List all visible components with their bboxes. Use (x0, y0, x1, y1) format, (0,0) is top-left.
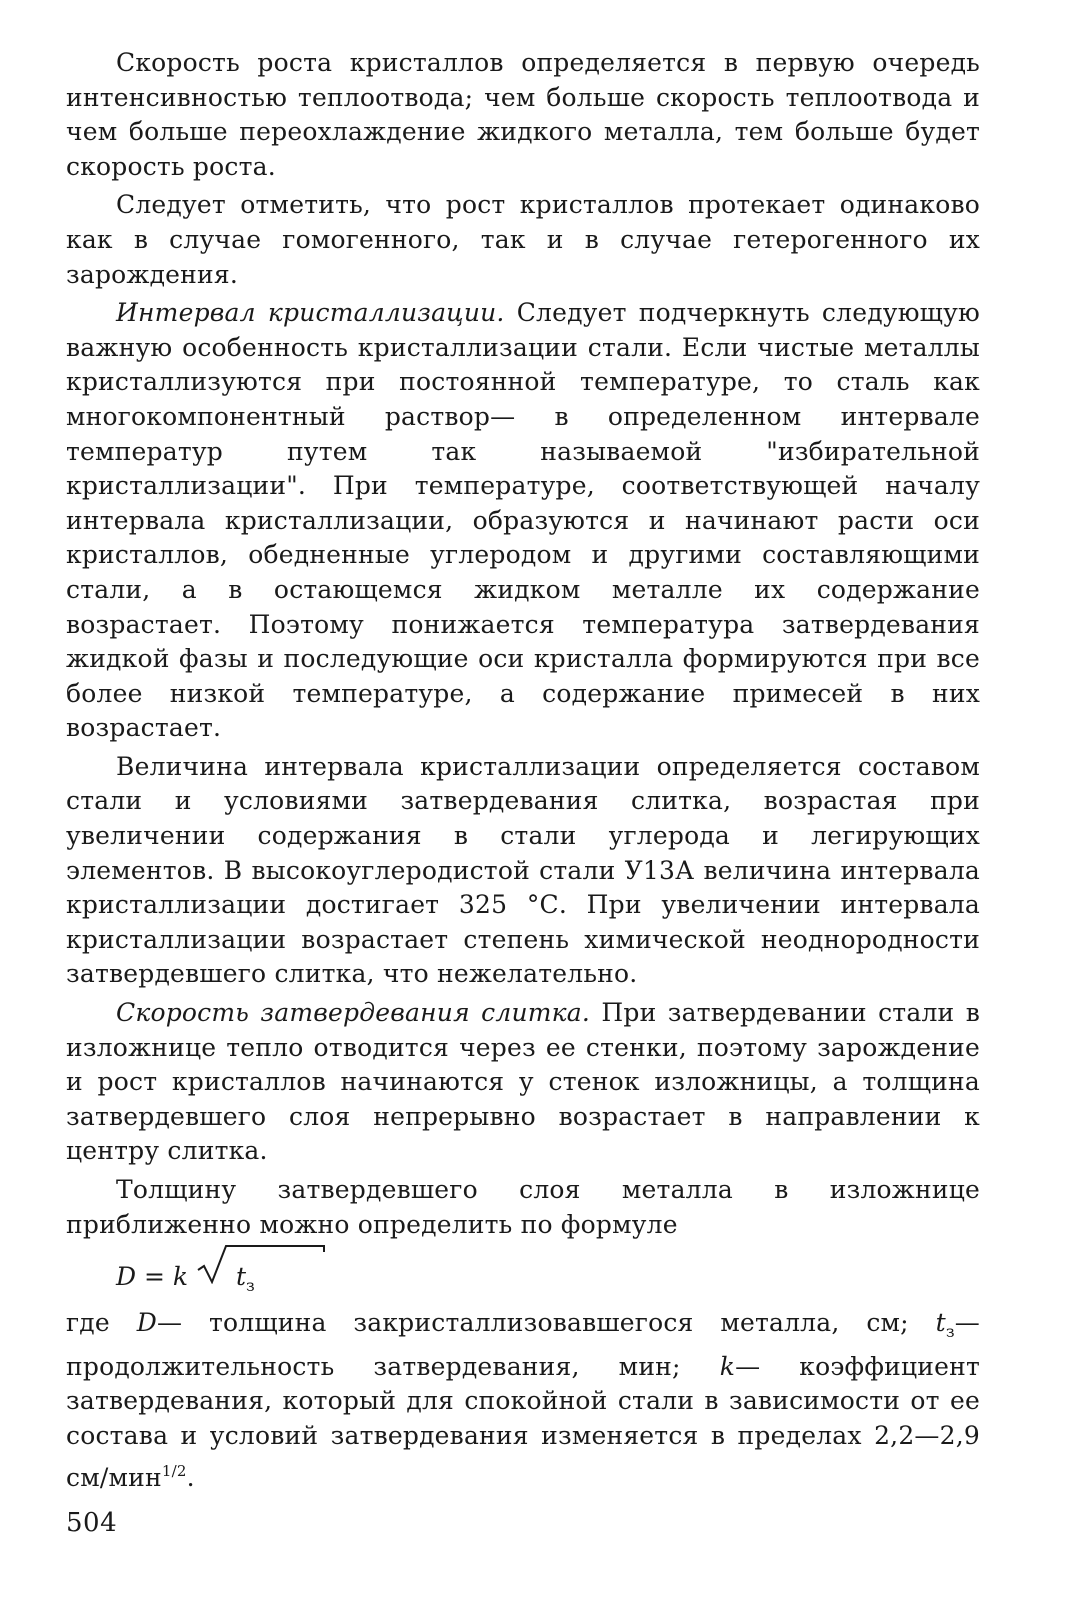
paragraph-interval-magnitude: Величина интервала кристаллизации определяется составом стали и условиями затвердевания слитка, возрастая при увеличении содержания в стали углерода и легирующих элементов. В высокоуглеродистой стали У13А величина интервала кристаллизации достигает 325 °С. При увеличении интервала кристаллизации возрастает степень химической неоднородности затвердевшего слитка, что нежелательно. (66, 751, 980, 989)
def-end: . (186, 1462, 195, 1492)
paragraph-crystallization-interval (66, 296, 980, 746)
heading-solidification-rate: Скорость затвердевания слитка. (116, 998, 591, 1028)
paragraph-definitions (66, 1306, 980, 1495)
def-exponent: 1/2 (161, 1461, 187, 1480)
def-text-1: где (66, 1308, 137, 1338)
formula-radicand-var: t (236, 1262, 247, 1292)
page-number: 504 (66, 1508, 118, 1538)
formula-radicand (236, 1262, 255, 1295)
def-var-k: k (719, 1351, 736, 1381)
text-crystallization-interval: Следует подчеркнуть следующую важную особенность кристаллизации стали. Если чистые металлы кристаллизуются при постоянной температуре, то сталь как многокомпонентный раствор— в определенном интервале температур путем так называемой "избирательной кристаллизации". При температуре, соответствующей началу интервала кристаллизации, образуются и начинают расти оси кристаллов, обедненные углеродом и другими составляющими стали, а в остающемся жидком металле их содержание возрастает. Поэтому понижается температура затвердевания жидкой фазы и последующие оси кристалла формируются при все более низкой температуре, а содержание примесей в них возрастает. (66, 298, 980, 743)
sqrt-sign-icon (196, 1244, 326, 1284)
paragraph-growth-rate: Скорость роста кристаллов определяется в первую очередь интенсивностью теплоотвода; чем больше скорость теплоотвода и чем больше переохлаждение жидкого металла, тем больше будет скорость роста. (66, 48, 980, 181)
def-text-2: — толщина закристаллизовавшегося металла, см; (156, 1308, 936, 1338)
def-var-t: t (935, 1308, 946, 1338)
paragraph-formula-intro: Толщину затвердевшего слоя металла в изложнице приближенно можно определить по формуле (66, 1175, 980, 1239)
def-text-3: — продолжительность затвердевания, мин; (66, 1308, 980, 1381)
text-solidification-rate: При затвердевании стали в изложнице тепло отводится через ее стенки, поэтому зарождение и рост кристаллов начинаются у стенок изложницы, а толщина затвердевшего слоя непрерывно возрастает в направлении к центру слитка. (66, 998, 980, 1166)
def-var-d: D (136, 1308, 157, 1338)
formula-radicand-sub: з (246, 1276, 255, 1296)
formula (116, 1242, 980, 1306)
heading-crystallization-interval: Интервал кристаллизации. (116, 298, 505, 328)
paragraph-growth-note: Следует отметить, что рост кристаллов протекает одинаково как в случае гомогенного, так и в случае гетерогенного их зарождения. (66, 190, 980, 289)
def-text-4: — коэффициент затвердевания, который для спокойной стали в зависимости от ее состава и условий затвердевания изменяется в пределах 2,2—2,9 см/мин (66, 1351, 980, 1492)
paragraph-solidification-rate (66, 996, 980, 1169)
page-body (66, 46, 980, 1495)
def-var-t-sub: з (945, 1322, 955, 1342)
formula-lhs: D = k (116, 1262, 189, 1292)
